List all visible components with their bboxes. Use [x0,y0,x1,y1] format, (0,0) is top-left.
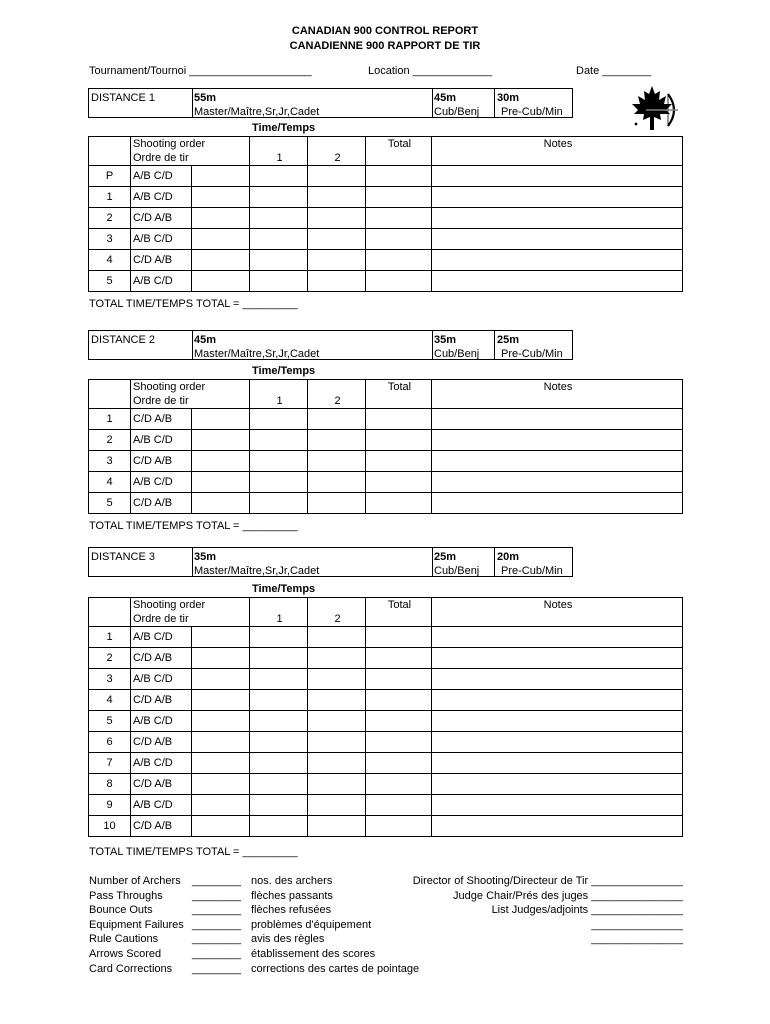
tournament-field[interactable]: Tournament/Tournoi ____________________ [89,65,312,77]
adult-category: Master/Maître,Sr,Jr,Cadet [194,565,320,577]
adult-distance: 35m [194,551,217,563]
time-label: Time/Temps [252,583,316,595]
total-header: Total [366,380,432,409]
distance-1-table [88,136,683,292]
table-row: 8 C/D A/B [89,774,683,795]
distance-3-header [88,547,573,577]
judge-extra-field[interactable]: _______________ [591,933,683,946]
cub-distance: 25m [434,551,457,563]
table-row: 4 C/D A/B [89,250,683,271]
time-1-header: 1 [250,380,308,409]
end-header [89,380,131,409]
end-header [89,598,131,627]
distance-3-table [88,597,683,837]
list-judges-field[interactable]: List Judges/adjoints _______________ [491,904,683,917]
table-row: 5 A/B C/D [89,271,683,292]
cub-category: Cub/Benj [434,565,480,577]
shooting-order-header: Shooting order Ordre de tir [131,380,250,409]
table-row: 3 C/D A/B [89,451,683,472]
table-row: 2 A/B C/D [89,430,683,451]
report-subtitle: CANADIENNE 900 RAPPORT DE TIR [289,40,481,52]
stat-row[interactable]: Card Corrections ________ corrections des cartes de pointage [89,962,420,975]
notes-header: Notes [432,380,683,409]
table-row: 1 A/B C/D [89,187,683,208]
time-2-header: 2 [308,598,366,627]
location-field[interactable]: Location _____________ [368,65,493,77]
time-2-header: 2 [308,137,366,166]
judge-chair-field[interactable]: Judge Chair/Prés des juges _______________ [453,889,683,902]
precub-distance: 25m [497,334,520,346]
time-label: Time/Temps [252,365,316,377]
shooting-order-header: Shooting order Ordre de tir [131,137,250,166]
time-2-header: 2 [308,380,366,409]
end-header [89,137,131,166]
precub-category: Pre-Cub/Min [501,106,563,118]
director-of-shooting-field[interactable]: Director of Shooting/Directeur de Tir _______________ [412,875,683,887]
distance-label: DISTANCE 3 [91,551,155,563]
adult-distance: 45m [194,334,217,346]
total-time-line[interactable]: TOTAL TIME/TEMPS TOTAL = _________ [89,846,298,858]
precub-category: Pre-Cub/Min [501,565,563,577]
precub-category: Pre-Cub/Min [501,348,563,360]
table-row: 3 A/B C/D [89,669,683,690]
table-row: 1 C/D A/B [89,409,683,430]
table-row: 1 A/B C/D [89,627,683,648]
time-label: Time/Temps [252,122,316,134]
precub-distance: 20m [497,551,520,563]
table-row: 5 A/B C/D [89,711,683,732]
distance-1-header [88,88,573,118]
adult-category: Master/Maître,Sr,Jr,Cadet [194,106,320,118]
stats-section [89,874,419,976]
stat-row[interactable]: Arrows Scored ________ établissement des scores [89,947,376,960]
table-row: 7 A/B C/D [89,753,683,774]
time-1-header: 1 [250,598,308,627]
notes-header: Notes [432,137,683,166]
distance-2-header [88,330,573,360]
stat-row[interactable]: Number of Archers ________ nos. des archers [89,875,333,887]
date-field[interactable]: Date ________ [576,65,652,77]
time-1-header: 1 [250,137,308,166]
cub-category: Cub/Benj [434,348,480,360]
total-time-line[interactable]: TOTAL TIME/TEMPS TOTAL = _________ [89,520,298,532]
total-header: Total [366,598,432,627]
officials-section [413,874,683,947]
cub-distance: 45m [434,92,457,104]
distance-label: DISTANCE 2 [91,334,155,346]
stat-row[interactable]: Pass Throughs ________ flèches passants [89,889,333,902]
judge-extra-field[interactable]: _______________ [591,918,683,931]
table-row: 10 C/D A/B [89,816,683,837]
table-row: 3 A/B C/D [89,229,683,250]
cub-category: Cub/Benj [434,106,480,118]
total-time-line[interactable]: TOTAL TIME/TEMPS TOTAL = _________ [89,298,298,310]
report-title: CANADIAN 900 CONTROL REPORT [291,25,479,37]
stat-row[interactable]: Rule Cautions ________ avis des règles [89,933,325,946]
stat-row[interactable]: Equipment Failures ________ problèmes d'équipement [89,918,372,931]
table-row: P A/B C/D [89,166,683,187]
stat-row[interactable]: Bounce Outs ________ flèches refusées [89,904,332,917]
table-row: 2 C/D A/B [89,648,683,669]
table-row: 5 C/D A/B [89,493,683,514]
maple-leaf-archer-icon [624,84,680,136]
notes-header: Notes [432,598,683,627]
table-row: 9 A/B C/D [89,795,683,816]
table-row: 4 C/D A/B [89,690,683,711]
shooting-order-header: Shooting order Ordre de tir [131,598,250,627]
precub-distance: 30m [497,92,520,104]
adult-distance: 55m [194,92,217,104]
adult-category: Master/Maître,Sr,Jr,Cadet [194,348,320,360]
table-row: 4 A/B C/D [89,472,683,493]
distance-label: DISTANCE 1 [91,92,155,104]
cub-distance: 35m [434,334,457,346]
total-header: Total [366,137,432,166]
table-row: 6 C/D A/B [89,732,683,753]
table-row: 2 C/D A/B [89,208,683,229]
distance-2-table [88,379,683,514]
